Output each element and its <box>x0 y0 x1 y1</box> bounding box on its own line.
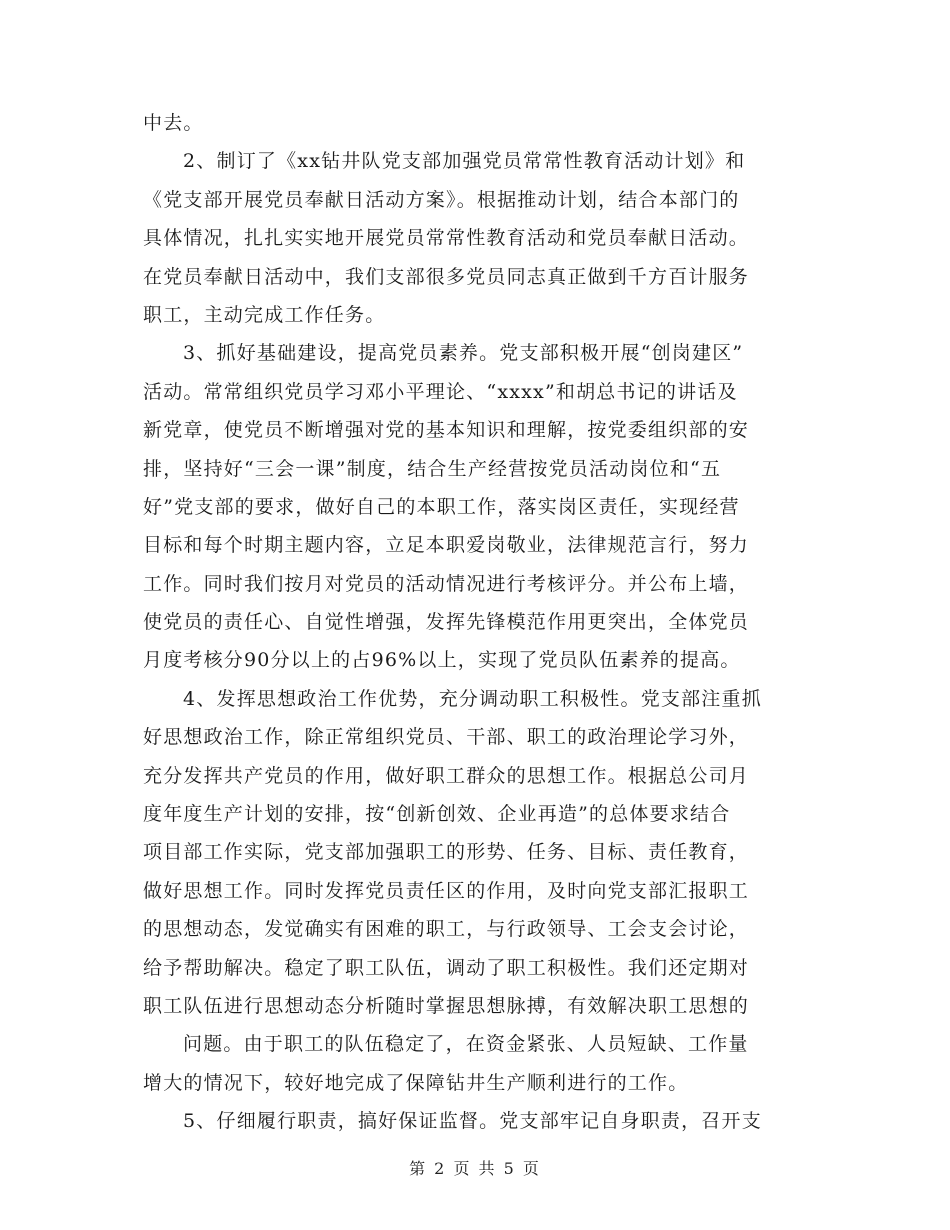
text-line: 4、发挥思想政治工作优势，充分调动职工积极性。党支部注重抓 <box>183 687 762 710</box>
text-line: 职工，主动完成工作任务。 <box>143 303 386 326</box>
text-line: 职工队伍进行思想动态分析随时掌握思想脉搏，有效解决职工思想的 <box>143 994 750 1017</box>
text-line: 5、仔细履行职责，搞好保证监督。党支部牢记自身职责，召开支 <box>183 1110 762 1133</box>
text-line: 中去。 <box>143 112 204 134</box>
text-line: 使党员的责任心、自觉性增强，发挥先锋模范作用更突出，全体党员 <box>143 611 750 634</box>
text-line: 目标和每个时期主题内容，立足本职爱岗敬业，法律规范言行，努力 <box>143 534 750 557</box>
text-line: 新党章，使党员不断增强对党的基本知识和理解，按党委组织部的安 <box>143 419 750 442</box>
text-line: 项目部工作实际，党支部加强职工的形势、任务、目标、责任教育， <box>143 841 750 864</box>
text-line: 增大的情况下，较好地完成了保障钻井生产顺利进行的工作。 <box>143 1071 689 1094</box>
text-line: 3、抓好基础建设，提高党员素养。党支部积极开展“创岗建区” <box>183 342 744 365</box>
text-line: 排，坚持好“三会一课”制度，结合生产经营按党员活动岗位和“五 <box>143 457 722 480</box>
text-line: 活动。常常组织党员学习邓小平理论、“xxxx”和胡总书记的讲话及 <box>143 380 738 403</box>
document-body <box>143 104 807 1141</box>
text-line: 具体情况，扎扎实实地开展党员常常性教育活动和党员奉献日活动。 <box>143 227 750 250</box>
text-line: 月度考核分90分以上的占96%以上，实现了党员队伍素养的提高。 <box>143 649 741 672</box>
text-line: 在党员奉献日活动中，我们支部很多党员同志真正做到千方百计服务 <box>143 265 750 288</box>
text-line: 工作。同时我们按月对党员的活动情况进行考核评分。并公布上墙， <box>143 572 750 595</box>
text-line: 给予帮助解决。稳定了职工队伍，调动了职工积极性。我们还定期对 <box>143 956 750 979</box>
text-line: 问题。由于职工的队伍稳定了，在资金紧张、人员短缺、工作量 <box>183 1033 749 1056</box>
text-line: 的思想动态，发觉确实有困难的职工，与行政领导、工会支会讨论， <box>143 918 750 941</box>
page-footer: 第 2 页 共 5 页 <box>409 1159 541 1178</box>
text-line: 度年度生产计划的安排，按“创新创效、企业再造”的总体要求结合 <box>143 803 731 826</box>
text-line: 2、制订了《xx钻井队党支部加强党员常常性教育活动计划》和 <box>183 150 746 173</box>
text-line: 做好思想工作。同时发挥党员责任区的作用，及时向党支部汇报职工 <box>143 879 750 902</box>
text-line: 好思想政治工作，除正常组织党员、干部、职工的政治理论学习外， <box>143 726 750 749</box>
text-line: 好”党支部的要求，做好自己的本职工作，落实岗区责任，实现经营 <box>143 495 740 518</box>
text-line: 充分发挥共产党员的作用，做好职工群众的思想工作。根据总公司月 <box>143 764 750 787</box>
text-line: 《党支部开展党员奉献日活动方案》。根据推动计划，结合本部门的 <box>143 188 740 211</box>
